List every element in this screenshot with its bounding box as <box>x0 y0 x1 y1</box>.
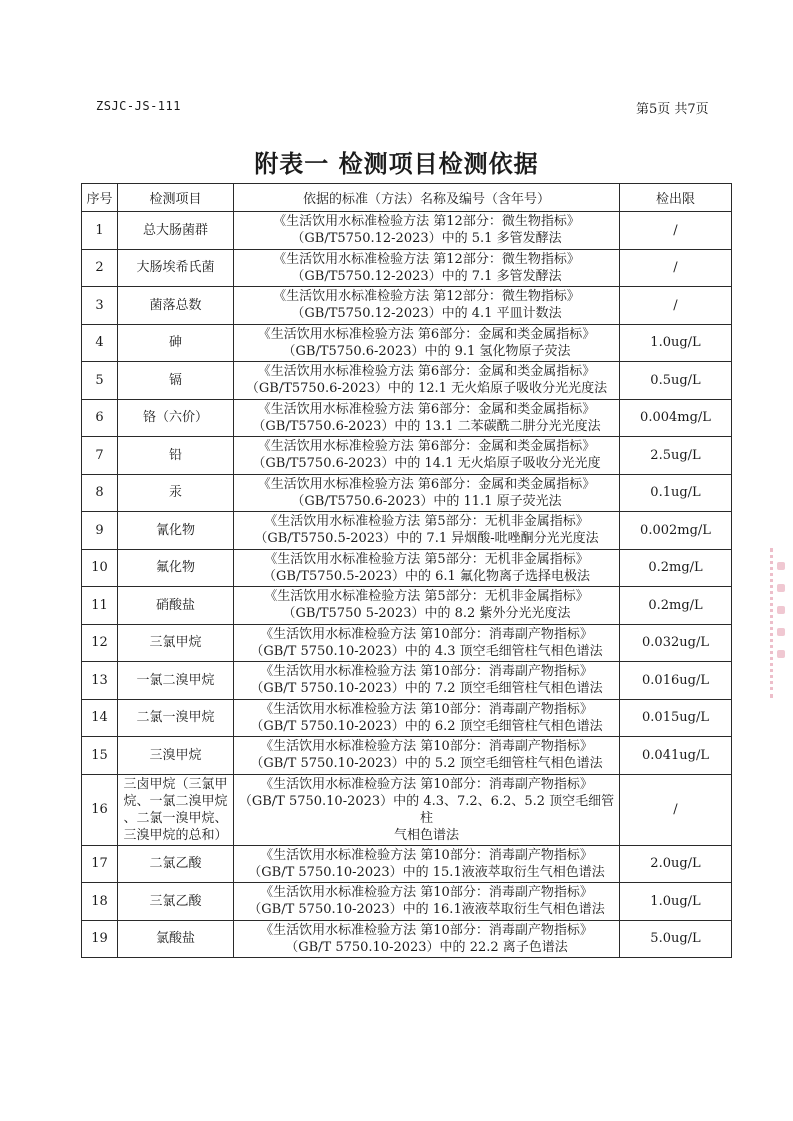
header-standard: 依据的标准（方法）名称及编号（含年号） <box>234 184 620 212</box>
standard-line: 《生活饮用水标准检验方法 第10部分：消毒副产物指标》 <box>260 776 593 792</box>
row-standard <box>234 883 620 921</box>
row-limit: 0.004mg/L <box>620 399 732 437</box>
row-standard <box>234 324 620 362</box>
table-row <box>82 920 732 958</box>
standard-line: 《生活饮用水标准检验方法 第6部分：金属和类金属指标》 <box>257 401 596 417</box>
row-standard <box>234 249 620 287</box>
item-line: 三溴甲烷的总和） <box>123 827 228 843</box>
row-standard <box>234 437 620 475</box>
row-item: 二氯乙酸 <box>118 845 234 883</box>
row-item: 铅 <box>118 437 234 475</box>
row-item: 砷 <box>118 324 234 362</box>
row-standard <box>234 774 620 845</box>
row-item: 氰化物 <box>118 512 234 550</box>
page-info: 第5页 共7页 <box>636 102 709 117</box>
row-no: 11 <box>82 587 118 625</box>
test-basis-table <box>81 183 732 958</box>
item-line: 、二氯一溴甲烷、 <box>123 810 228 826</box>
standard-line: （GB/T5750.12-2023）中的 7.1 多管发酵法 <box>291 268 562 284</box>
standard-line: （GB/T5750 5-2023）中的 8.2 紫外分光光度法 <box>282 606 571 622</box>
row-item: 三氯甲烷 <box>118 624 234 662</box>
row-item: 大肠埃希氏菌 <box>118 249 234 287</box>
standard-line: 《生活饮用水标准检验方法 第12部分：微生物指标》 <box>273 214 580 230</box>
row-no: 14 <box>82 699 118 737</box>
standard-line: 《生活饮用水标准检验方法 第10部分：消毒副产物指标》 <box>260 626 593 642</box>
row-standard <box>234 845 620 883</box>
row-limit: 0.1ug/L <box>620 474 732 512</box>
page-title: 附表一 检测项目检测依据 <box>254 150 539 178</box>
standard-line: （GB/T 5750.10-2023）中的 6.2 顶空毛细管柱气相色谱法 <box>250 718 603 734</box>
row-no: 2 <box>82 249 118 287</box>
table-row <box>82 212 732 250</box>
row-standard <box>234 737 620 775</box>
standard-line: 《生活饮用水标准检验方法 第6部分：金属和类金属指标》 <box>257 476 596 492</box>
standard-line: （GB/T5750.5-2023）中的 7.1 异烟酸-吡唑酮分光光度法 <box>254 531 599 547</box>
row-no: 17 <box>82 845 118 883</box>
table-row <box>82 662 732 700</box>
row-limit: 0.5ug/L <box>620 362 732 400</box>
row-standard <box>234 549 620 587</box>
standard-line: 《生活饮用水标准检验方法 第6部分：金属和类金属指标》 <box>257 439 596 455</box>
standard-line: 《生活饮用水标准检验方法 第10部分：消毒副产物指标》 <box>260 739 593 755</box>
row-limit: 0.002mg/L <box>620 512 732 550</box>
row-limit: 1.0ug/L <box>620 324 732 362</box>
row-item: 镉 <box>118 362 234 400</box>
row-no: 4 <box>82 324 118 362</box>
row-limit: / <box>620 212 732 250</box>
row-item: 硝酸盐 <box>118 587 234 625</box>
table-row <box>82 324 732 362</box>
row-limit: 5.0ug/L <box>620 920 732 958</box>
row-no: 10 <box>82 549 118 587</box>
standard-line: （GB/T 5750.10-2023）中的 4.3、7.2、6.2、5.2 顶空毛细管柱 <box>238 793 615 826</box>
row-standard <box>234 662 620 700</box>
standard-line: 《生活饮用水标准检验方法 第5部分：无机非金属指标》 <box>264 589 589 605</box>
table-row <box>82 845 732 883</box>
row-no: 15 <box>82 737 118 775</box>
standard-line: （GB/T5750.5-2023）中的 6.1 氟化物离子选择电极法 <box>263 568 590 584</box>
row-limit: 0.041ug/L <box>620 737 732 775</box>
standard-line: （GB/T 5750.10-2023）中的 16.1液液萃取衍生气相色谱法 <box>248 902 605 918</box>
table-header-row <box>82 184 732 212</box>
table-row <box>82 287 732 325</box>
row-no: 5 <box>82 362 118 400</box>
table-row <box>82 737 732 775</box>
standard-line: 《生活饮用水标准检验方法 第10部分：消毒副产物指标》 <box>260 922 593 938</box>
row-item: 菌落总数 <box>118 287 234 325</box>
row-item <box>118 774 234 845</box>
row-no: 1 <box>82 212 118 250</box>
table-body <box>82 212 732 958</box>
item-line: 烷、一氯二溴甲烷 <box>123 793 228 809</box>
document-code: ZSJC-JS-111 <box>96 99 181 113</box>
standard-line: 《生活饮用水标准检验方法 第12部分：微生物指标》 <box>273 251 580 267</box>
row-standard <box>234 287 620 325</box>
row-item: 氟化物 <box>118 549 234 587</box>
row-no: 16 <box>82 774 118 845</box>
standard-line: 《生活饮用水标准检验方法 第6部分：金属和类金属指标》 <box>257 326 596 342</box>
row-item: 汞 <box>118 474 234 512</box>
standard-line: 《生活饮用水标准检验方法 第10部分：消毒副产物指标》 <box>260 885 593 901</box>
row-standard <box>234 362 620 400</box>
standard-line: （GB/T 5750.10-2023）中的 4.3 顶空毛细管柱气相色谱法 <box>250 643 603 659</box>
standard-line: （GB/T 5750.10-2023）中的 7.2 顶空毛细管柱气相色谱法 <box>250 681 603 697</box>
standard-line: 《生活饮用水标准检验方法 第5部分：无机非金属指标》 <box>264 514 589 530</box>
row-limit: 0.2mg/L <box>620 587 732 625</box>
row-no: 18 <box>82 883 118 921</box>
table-row <box>82 474 732 512</box>
item-line: 三卤甲烷（三氯甲 <box>123 776 228 792</box>
table-row <box>82 549 732 587</box>
row-no: 8 <box>82 474 118 512</box>
standard-line: 气相色谱法 <box>393 827 459 843</box>
row-no: 12 <box>82 624 118 662</box>
standard-line: 《生活饮用水标准检验方法 第5部分：无机非金属指标》 <box>264 551 589 567</box>
row-no: 9 <box>82 512 118 550</box>
row-standard <box>234 512 620 550</box>
standard-line: （GB/T5750.12-2023）中的 5.1 多管发酵法 <box>291 231 562 247</box>
standard-line: 《生活饮用水标准检验方法 第12部分：微生物指标》 <box>273 289 580 305</box>
row-standard <box>234 699 620 737</box>
row-limit: 2.0ug/L <box>620 845 732 883</box>
row-limit: 0.032ug/L <box>620 624 732 662</box>
row-no: 3 <box>82 287 118 325</box>
table-row <box>82 699 732 737</box>
standard-line: （GB/T5750.6-2023）中的 9.1 氢化物原子荧法 <box>282 343 571 359</box>
red-seal-edge-icon <box>770 548 791 698</box>
standard-line: 《生活饮用水标准检验方法 第6部分：金属和类金属指标》 <box>257 364 596 380</box>
table-row <box>82 399 732 437</box>
standard-line: （GB/T 5750.10-2023）中的 22.2 离子色谱法 <box>285 939 568 955</box>
standard-line: 《生活饮用水标准检验方法 第10部分：消毒副产物指标》 <box>260 701 593 717</box>
standard-line: （GB/T5750.6-2023）中的 11.1 原子荧光法 <box>291 493 562 509</box>
row-no: 6 <box>82 399 118 437</box>
row-item: 氯酸盐 <box>118 920 234 958</box>
table-row <box>82 249 732 287</box>
table-row <box>82 587 732 625</box>
table-row <box>82 624 732 662</box>
row-limit: 2.5ug/L <box>620 437 732 475</box>
row-item: 一氯二溴甲烷 <box>118 662 234 700</box>
standard-line: （GB/T 5750.10-2023）中的 15.1液液萃取衍生气相色谱法 <box>248 864 605 880</box>
standard-line: （GB/T 5750.10-2023）中的 5.2 顶空毛细管柱气相色谱法 <box>250 756 603 772</box>
row-limit: / <box>620 774 732 845</box>
standard-line: 《生活饮用水标准检验方法 第10部分：消毒副产物指标》 <box>260 664 593 680</box>
table-row <box>82 774 732 845</box>
row-item: 二氯一溴甲烷 <box>118 699 234 737</box>
row-limit: 1.0ug/L <box>620 883 732 921</box>
table-row <box>82 437 732 475</box>
row-item: 三氯乙酸 <box>118 883 234 921</box>
row-item: 铬（六价） <box>118 399 234 437</box>
standard-line: （GB/T5750.12-2023）中的 4.1 平皿计数法 <box>291 306 562 322</box>
standard-line: （GB/T5750.6-2023）中的 13.1 二苯碳酰二肼分光光度法 <box>252 418 601 434</box>
standard-line: （GB/T5750.6-2023）中的 14.1 无火焰原子吸收分光光度 <box>252 456 601 472</box>
row-no: 7 <box>82 437 118 475</box>
header-limit: 检出限 <box>620 184 732 212</box>
header-no: 序号 <box>82 184 118 212</box>
row-no: 19 <box>82 920 118 958</box>
row-standard <box>234 474 620 512</box>
row-limit: 0.016ug/L <box>620 662 732 700</box>
table-row <box>82 883 732 921</box>
row-item: 总大肠菌群 <box>118 212 234 250</box>
row-limit: / <box>620 287 732 325</box>
row-no: 13 <box>82 662 118 700</box>
row-standard <box>234 587 620 625</box>
row-standard <box>234 399 620 437</box>
row-standard <box>234 212 620 250</box>
standard-line: 《生活饮用水标准检验方法 第10部分：消毒副产物指标》 <box>260 847 593 863</box>
table-row <box>82 362 732 400</box>
table-row <box>82 512 732 550</box>
row-standard <box>234 920 620 958</box>
row-item: 三溴甲烷 <box>118 737 234 775</box>
header-item: 检测项目 <box>118 184 234 212</box>
row-limit: 0.015ug/L <box>620 699 732 737</box>
row-limit: 0.2mg/L <box>620 549 732 587</box>
standard-line: （GB/T5750.6-2023）中的 12.1 无火焰原子吸收分光光度法 <box>245 381 608 397</box>
row-standard <box>234 624 620 662</box>
row-limit: / <box>620 249 732 287</box>
